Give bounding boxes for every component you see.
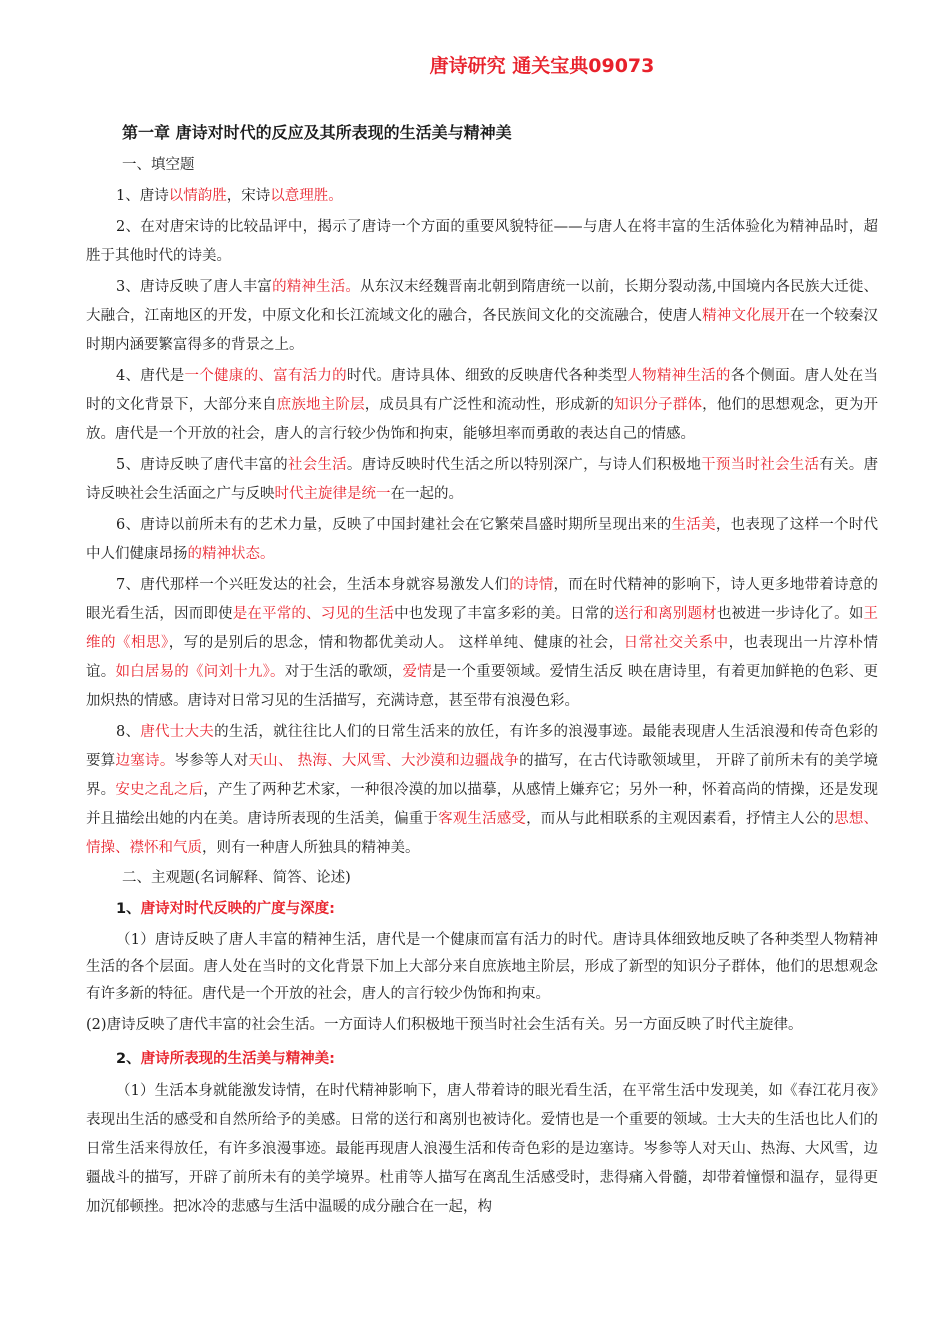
item-text: 在一起的。 — [390, 486, 463, 502]
answer-highlight: 爱情 — [402, 664, 432, 680]
answer-highlight: 客观生活感受 — [438, 811, 527, 827]
answer-highlight: 天山、 热海、大风雪、大沙漠和边疆战争 — [248, 753, 520, 769]
item-text: 的生活，就往往比人们的日常生活来的放任，有许多的浪漫事迹。最能表现唐人生活浪漫和传奇色彩的要算 — [86, 724, 879, 769]
item-text: ，产生了两种艺术家，一种很冷漠的加以描摹，从感情上嫌弃它；另外一种，怀着高尚的情操，还是发现并且描绘出她的内在美。唐诗所表现的生活美，偏重于 — [86, 782, 879, 827]
item-text: 也被进一步诗化了。如 — [716, 606, 864, 622]
fill-blank-item-3 — [86, 273, 878, 360]
answer-highlight: 精神文化展开 — [702, 308, 791, 324]
item-text: 2、在对唐宋诗的比较品评中，揭示了唐诗一个方面的重要风貌特征——与唐人在将丰富的生活体验化为精神品时，超胜于其他时代的诗美。 — [86, 219, 878, 264]
answer-highlight: 社会生活 — [287, 457, 347, 473]
document-title: 唐诗研究 通关宝典09073 — [429, 55, 655, 77]
question-1-number: 1、 — [116, 901, 141, 917]
fill-blank-item-4 — [86, 362, 878, 449]
answer-highlight: 王维的《相思》 — [86, 606, 879, 651]
item-text: 7、唐代那样一个兴旺发达的社会，生活本身就容易激发人们 — [116, 577, 510, 593]
question-1-label: 唐诗对时代反映的广度与深度: — [140, 901, 335, 917]
item-text: 从东汉末经魏晋南北朝到隋唐统一以前，长期分裂动荡,中国境内各民族大迁徙、大融合，江南地区的开发，中原文化和长江流域文化的融合，各民族间文化的交流融合，使唐人 — [86, 279, 878, 324]
item-text: 1、唐诗 — [116, 188, 169, 204]
item-text: 的描写，在古代诗歌领域里， 开辟了前所未有的美学境界。 — [86, 753, 879, 798]
item-text: 4、唐代是 — [116, 368, 185, 384]
item-text: ，宋诗 — [226, 188, 271, 204]
item-text: 。唐诗反映时代生活之所以特别深广，与诗人们积极地 — [346, 457, 702, 473]
answer-highlight: 干预当时社会生活 — [701, 457, 820, 473]
item-text: 3、唐诗反映了唐人丰富 — [116, 279, 273, 295]
item-text: 5、唐诗反映了唐代丰富的 — [116, 457, 288, 473]
question-1-answer-2: (2)唐诗反映了唐代丰富的社会生活。一方面诗人们积极地干预当时社会生活有关。另一方面反映了时代主旋律。 — [86, 1017, 803, 1033]
answer-highlight: 边塞诗。 — [115, 753, 175, 769]
answer-highlight: 庶族地主阶层 — [276, 397, 365, 413]
answer-highlight: 的诗情 — [509, 577, 554, 593]
answer-highlight: 以情韵胜 — [168, 188, 227, 204]
fill-blank-item-8 — [86, 718, 878, 863]
item-text: 对于生活的歌颂， — [284, 664, 403, 680]
answer-highlight: 安史之乱之后 — [115, 782, 204, 798]
answer-highlight: 日常社交关系中 — [623, 635, 729, 651]
question-2-number: 2、 — [116, 1051, 141, 1067]
item-text: ，也表现了这样一个时代中人们健康昂扬 — [86, 517, 878, 562]
fill-blank-item-5 — [86, 451, 878, 509]
section-subjective-heading: 二、主观题(名词解释、简答、论述) — [122, 870, 351, 886]
item-text: ，则有一种唐人所独具的精神美。 — [202, 840, 420, 856]
item-text: ，他们的思想观念，更为开放。唐代是一个开放的社会，唐人的言行较少伪饰和拘束，能够坦率而勇敢的表达自己的情感。 — [86, 397, 879, 442]
answer-highlight: 人物精神生活的 — [627, 368, 731, 384]
item-text: 有关。唐诗反映社会生活面之广与反映 — [86, 457, 879, 502]
answer-highlight: 的精神状态。 — [187, 546, 275, 562]
item-text: 8、 — [116, 724, 141, 740]
fill-blank-item-6 — [86, 511, 878, 569]
item-text: ，成员具有广泛性和流动性，形成新的 — [364, 397, 615, 413]
answer-highlight: 唐代士大夫 — [140, 724, 215, 740]
item-text: ，而从与此相联系的主观因素看，抒情主人公的 — [526, 811, 835, 827]
section-fill-blank-heading: 一、填空题 — [122, 157, 195, 173]
question-1-answer-1: （1）唐诗反映了唐人丰富的精神生活，唐代是一个健康而富有活力的时代。唐诗具体细致地反映了各种类型人物精神生活的各个层面。唐人处在当时的文化背景下加上大部分来自庶族地主阶层，形成了新型的知识分子群体，他们的思想观念有许多新的特征。唐代是一个开放的社会，唐人的言行较少伪饰和拘束。 — [86, 932, 878, 1002]
answer-highlight: 以意理胜。 — [270, 188, 343, 204]
answer-highlight: 一个健康的、富有活力的 — [184, 368, 347, 384]
answer-highlight: 知识分子群体 — [614, 397, 703, 413]
question-2-answer-1: （1）生活本身就能激发诗情，在时代精神影响下，唐人带着诗的眼光看生活，在平常生活中发现美，如《春江花月夜》表现出生活的感受和自然所给予的美感。日常的送行和离别也被诗化。爱情也是一个重要的领域。士大夫的生活也比人们的日常生活来得放任，有许多浪漫事迹。最能再现唐人浪漫生活和传奇色彩的是边塞诗。岑参等人对天山、热海、大风雪，边疆战斗的描写，开辟了前所未有的美学境界。杜甫等人描写在离乱生活感受时，悲得痛入骨髓，却带着憧憬和温存，显得更加沉郁顿挫。把冰冷的悲感与生活中温暖的成分融合在一起，构 — [86, 1083, 878, 1215]
item-text: ，写的是别后的思念，情和物都优美动人。 这样单纯、健康的社会， — [168, 635, 624, 651]
item-text: 在一个较秦汉时期内涵要繁富得多的背景之上。 — [86, 308, 879, 353]
answer-highlight: 是在平常的、习见的生活 — [232, 606, 395, 622]
answer-highlight: 如白居易的《问刘十九》。 — [115, 664, 285, 680]
fill-blank-item-1 — [86, 182, 878, 211]
answer-highlight: 时代主旋律是统一 — [274, 486, 391, 502]
question-1-heading — [116, 895, 878, 923]
item-text: 岑参等人对 — [174, 753, 249, 769]
answer-highlight: 送行和离别题材 — [614, 606, 717, 622]
item-text: 是一个重要领域。爱情生活反 映在唐诗里，有着更加鲜艳的色彩、更加炽热的情感。唐诗对日常习见的生活描写，充满诗意，甚至带有浪漫色彩。 — [86, 664, 879, 709]
item-text: 中也发现了丰富多彩的美。日常的 — [394, 606, 615, 622]
item-text: ，也表现出一片淳朴情谊。 — [86, 635, 879, 680]
item-text: 各个侧面。唐人处在当时的文化背景下，大部分来自 — [86, 368, 879, 413]
answer-highlight: 思想、情操、襟怀和气质 — [86, 811, 879, 856]
question-2-heading — [116, 1045, 878, 1073]
item-text: 6、唐诗以前所未有的艺术力量，反映了中国封建社会在它繁荣昌盛时期所呈现出来的 — [116, 517, 672, 533]
answer-highlight: 生活美 — [671, 517, 716, 533]
chapter-heading: 第一章 唐诗对时代的反应及其所表现的生活美与精神美 — [122, 123, 512, 142]
question-2-label: 唐诗所表现的生活美与精神美: — [140, 1051, 335, 1067]
item-text: ，而在时代精神的影响下，诗人更多地带着诗意的眼光看生活，因而即使 — [86, 577, 878, 622]
fill-blank-item-2 — [86, 213, 878, 271]
answer-highlight: 的精神生活。 — [272, 279, 361, 295]
fill-blank-list — [86, 182, 878, 863]
fill-blank-item-7 — [86, 571, 878, 716]
item-text: 时代。唐诗具体、细致的反映唐代各种类型 — [346, 368, 628, 384]
